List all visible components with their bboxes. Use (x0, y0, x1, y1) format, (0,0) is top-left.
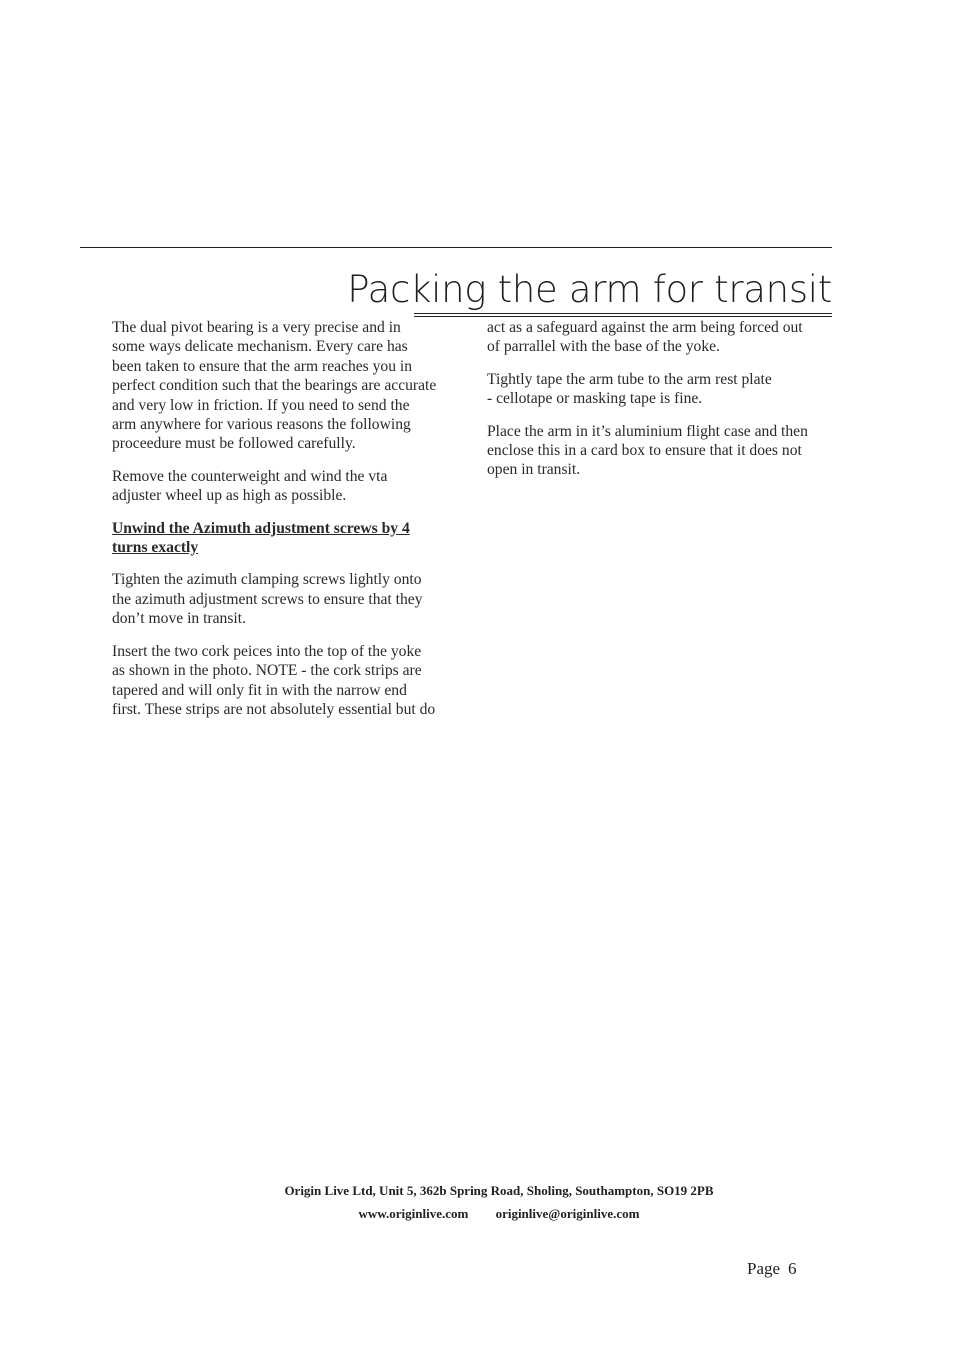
clamping-paragraph: Tighten the azimuth clamping screws lightly onto the azimuth adjustment screws to ensure that they don’t move in transit. (112, 571, 423, 628)
cork-paragraph: Insert the two cork peices into the top of the yoke as shown in the photo. NOTE - the cork strips are tapered and will only fit in with the narrow end first. These strips are not absolutely essential but do (112, 642, 436, 718)
tape-paragraph: Tightly tape the arm tube to the arm rest plate - cellotape or masking tape is fine. (487, 370, 772, 408)
footer-address: Origin Live Ltd, Unit 5, 362b Spring Road, Sholing, Southampton, SO19 2PB (284, 1183, 714, 1198)
safeguard-paragraph: act as a safeguard against the arm being forced out of parrallel with the base of the yoke. (487, 319, 803, 356)
azimuth-warning: Unwind the Azimuth adjustment screws by 4 turns exactly (112, 519, 410, 557)
website-link[interactable]: www.originlive.com (358, 1206, 469, 1221)
left-column (112, 318, 472, 732)
counterweight-paragraph: Remove the counterweight and wind the vta adjuster wheel up as high as possible. (112, 467, 388, 505)
page-label: Page (747, 1259, 781, 1278)
page-title: Packing the arm for transit (347, 268, 832, 311)
email-link[interactable]: originlive@originlive.com (495, 1206, 640, 1221)
right-column (487, 318, 847, 493)
header-rule (80, 247, 832, 248)
footer-links (22, 1206, 954, 1222)
intro-paragraph: The dual pivot bearing is a very precise and in some ways delicate mechanism. Every care has been taken to ensure that the arm reaches you in perfect condition such that the bearings are accurate and very low in friction. If you need to send the arm anywhere for various reasons the following proceedure must be followed carefully. (112, 319, 437, 453)
page-number-value: 6 (788, 1259, 797, 1278)
page-number (747, 1259, 797, 1279)
title-underline (414, 313, 832, 317)
flight-case-paragraph: Place the arm in it’s aluminium flight case and then enclose this in a card box to ensure that it does not open in transit. (487, 422, 808, 479)
